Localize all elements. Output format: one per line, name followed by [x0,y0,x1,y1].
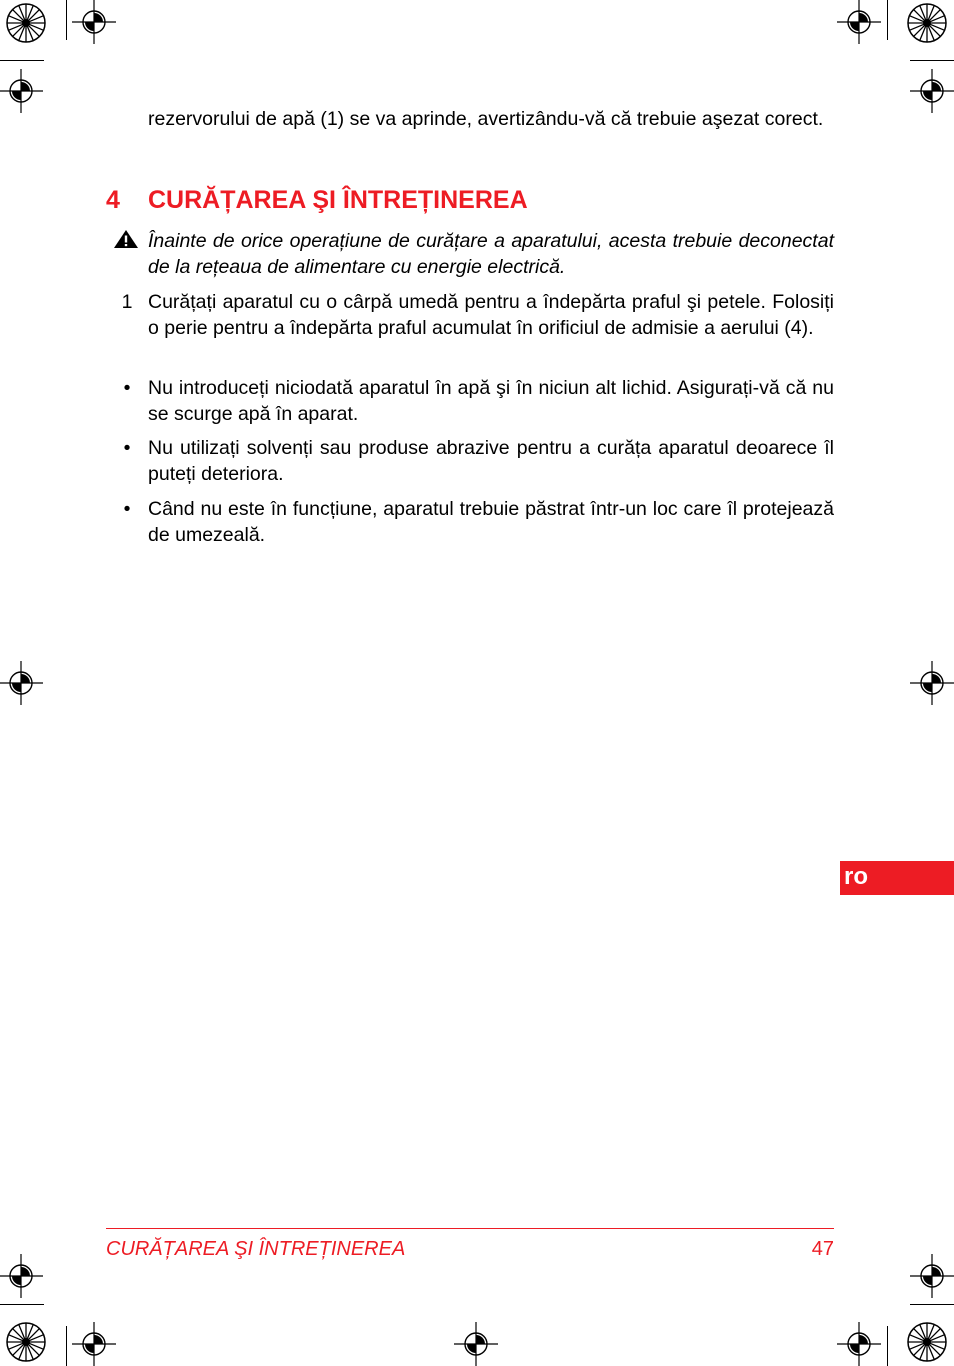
bullet-marker: • [123,498,131,520]
bullet-text: Nu introduceți niciodată aparatul în apă şi în niciun alt lichid. Asigurați-vă că nu se scurge apă în aparat. [148,377,834,425]
footer-page-number: 47 [811,1238,834,1260]
section-title: CURĂȚAREA ŞI ÎNTREȚINEREA [148,186,528,214]
crop-mark [887,0,888,40]
intro-paragraph: rezervorului de apă (1) se va aprinde, avertizându-vă că trebuie aşezat corect. [148,108,824,130]
crop-mark [910,1304,954,1305]
bullet-text: Când nu este în funcțiune, aparatul trebuie păstrat într-un loc care îl protejează de umezeală. [148,498,834,546]
footer-section-title: CURĂȚAREA ŞI ÎNTREȚINEREA [106,1238,406,1260]
color-target-icon [907,3,947,43]
bullet-marker: • [123,377,131,399]
crop-mark [66,1326,67,1366]
color-target-icon [6,3,46,43]
registration-mark-icon [910,69,954,113]
crop-mark [910,60,954,61]
registration-mark-icon [72,1322,116,1366]
numbered-item-text: Curățați aparatul cu o cârpă umedă pentru a îndepărta praful şi petele. Folosiți o perie pentru a îndepărta praful acumulat în orificiul de admisie a aerului (4). [148,291,834,339]
registration-mark-icon [0,661,43,705]
registration-mark-icon [910,1254,954,1298]
registration-mark-icon [0,69,43,113]
bullet-text: Nu utilizați solvenți sau produse abrazive pentru a curăța aparatul deoarece îl puteți deteriora. [148,437,834,485]
registration-mark-icon [910,661,954,705]
language-code: ro [844,863,868,890]
warning-text: Înainte de orice operațiune de curățare a aparatului, acesta trebuie deconectat de la rețeaua de alimentare cu energie electrică. [148,230,834,278]
warning-icon [113,229,139,249]
section-number: 4 [106,186,120,214]
crop-mark [887,1326,888,1366]
bullet-marker: • [123,437,131,459]
language-tab [840,861,954,895]
color-target-icon [907,1322,947,1362]
registration-mark-icon [0,1254,43,1298]
registration-mark-icon [837,0,881,44]
item-number: 1 [121,291,133,313]
crop-mark [66,0,67,40]
registration-mark-icon [454,1322,498,1366]
crop-mark [0,60,44,61]
registration-mark-icon [837,1322,881,1366]
registration-mark-icon [72,0,116,44]
footer-rule [106,1228,834,1229]
crop-mark [0,1304,44,1305]
color-target-icon [6,1322,46,1362]
